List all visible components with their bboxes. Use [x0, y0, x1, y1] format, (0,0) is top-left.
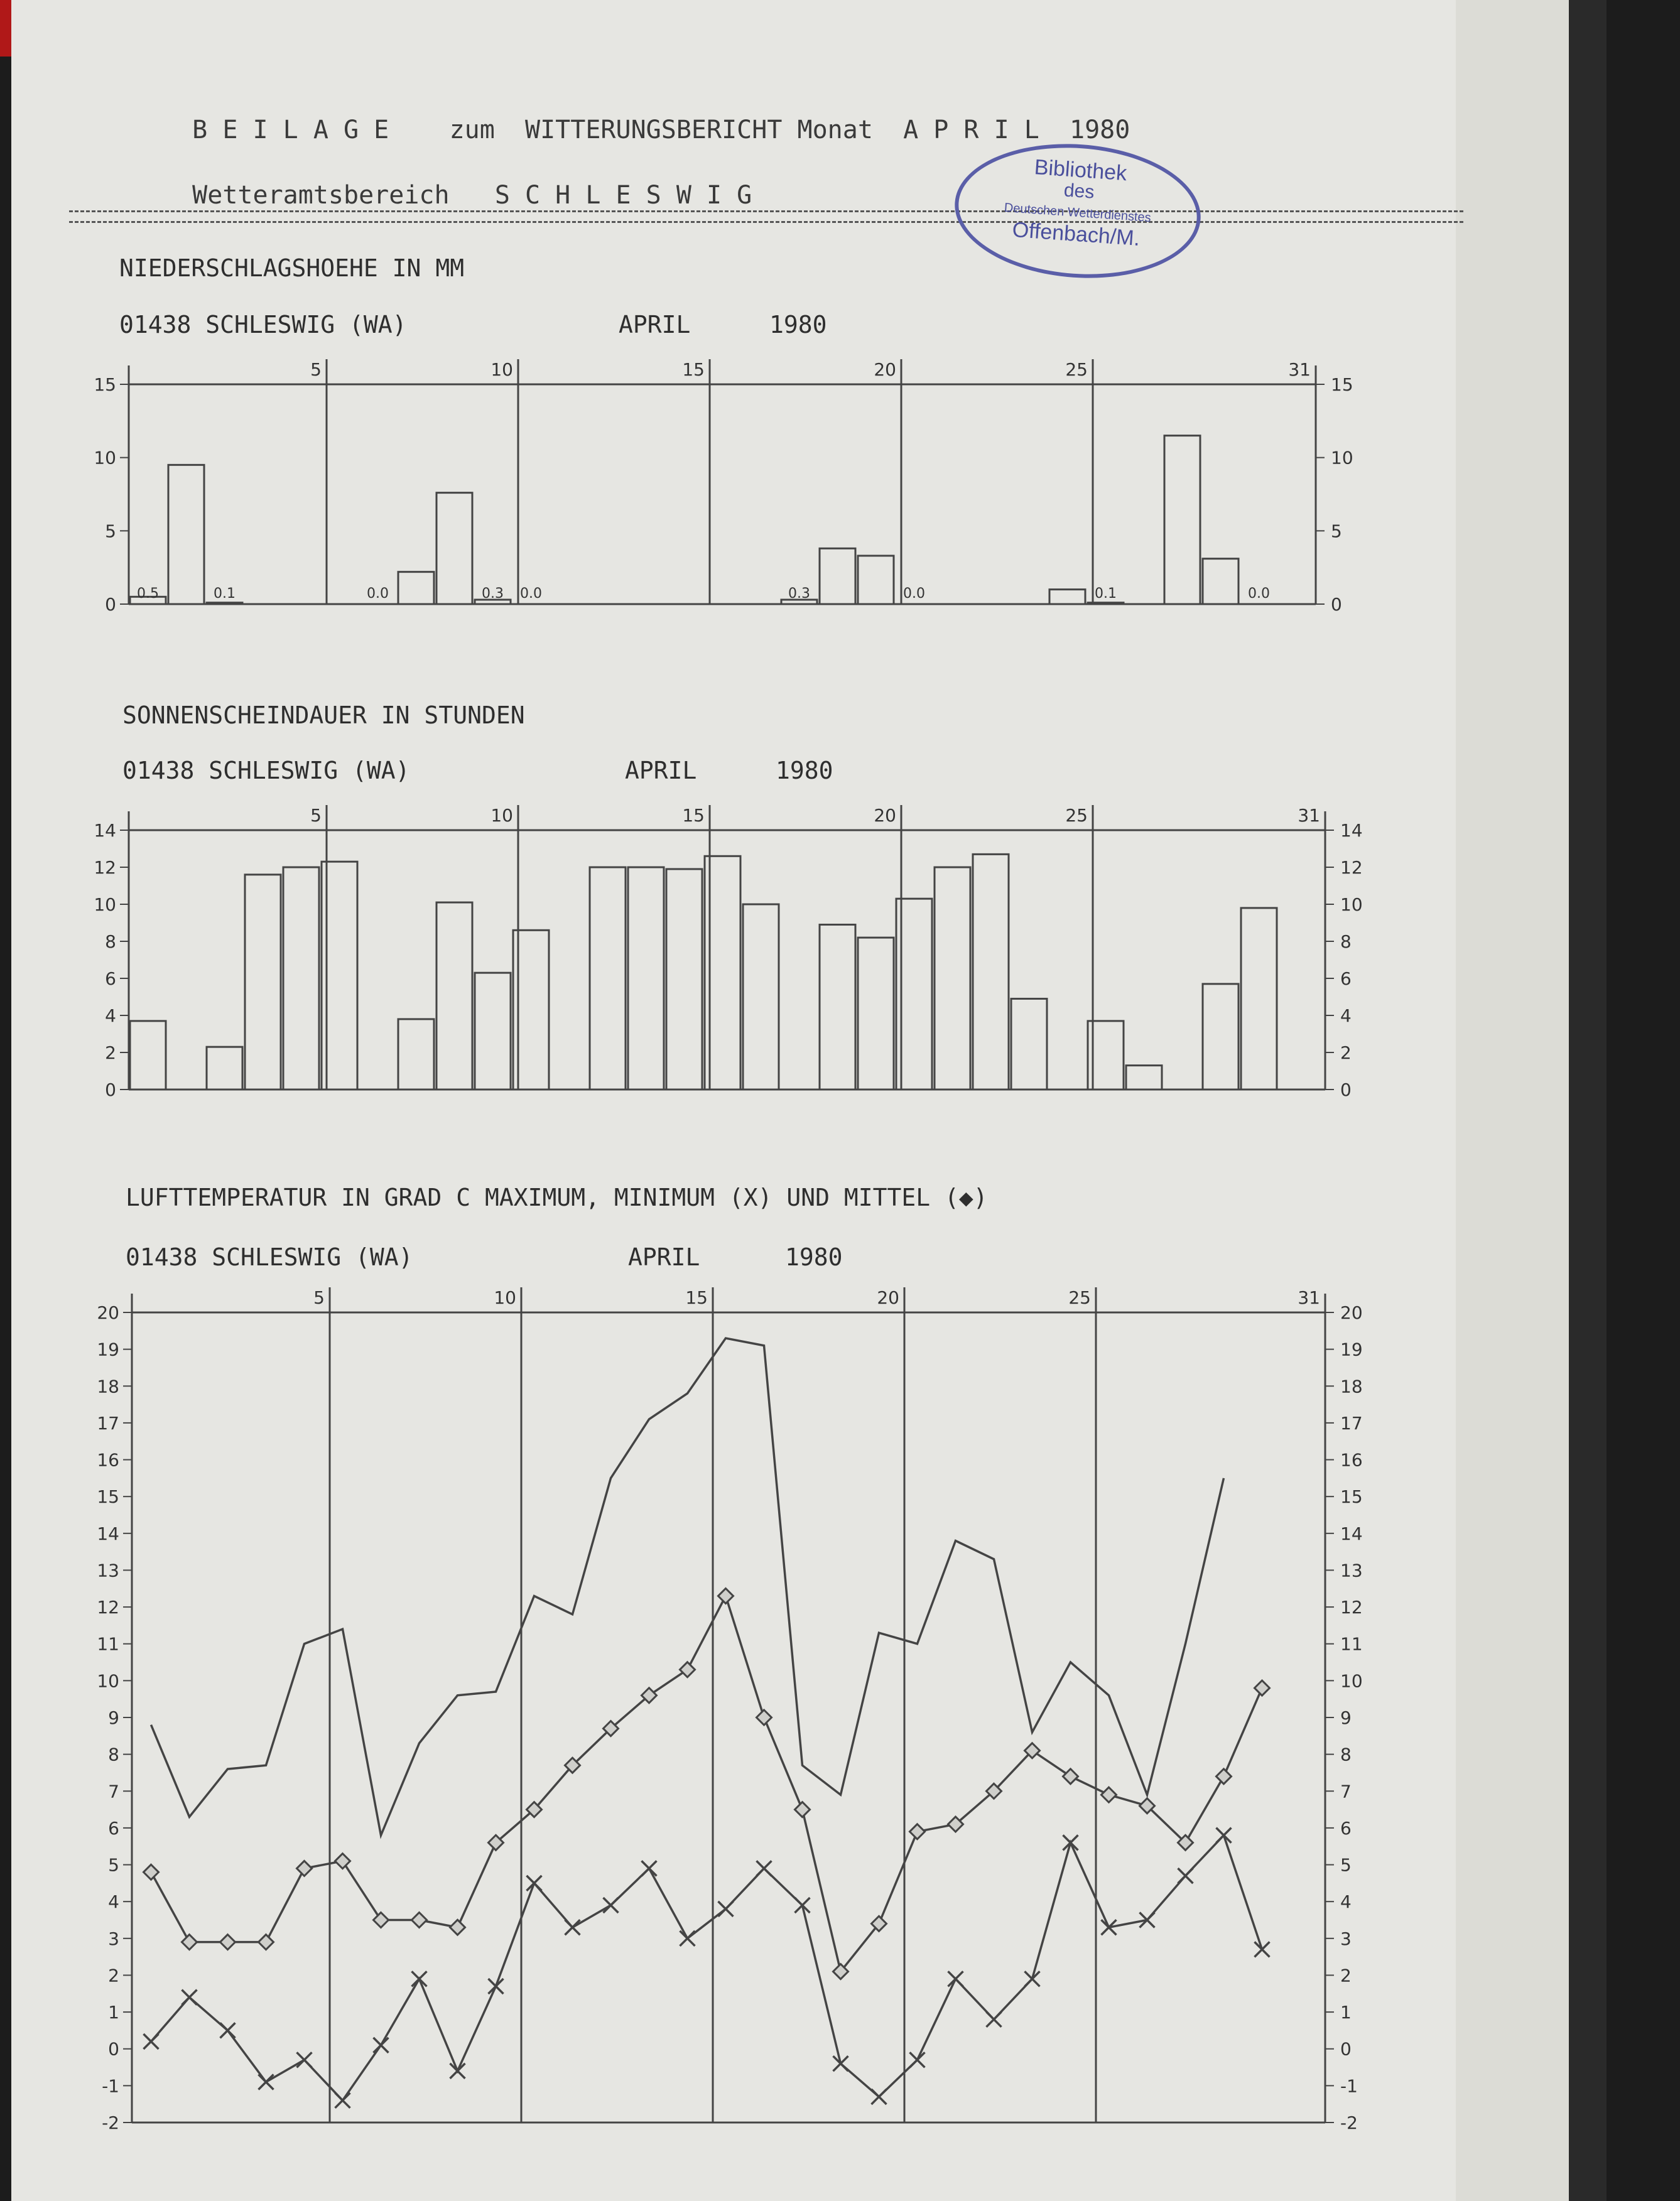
chart-1-bar: [283, 867, 319, 1090]
chart-1-day-tick-label: 15: [682, 805, 705, 826]
chart-1-y-tick-label: 6: [105, 968, 116, 989]
minimum-point-marker: [412, 1971, 427, 1986]
chart-1-y-tick-label: 14: [94, 820, 116, 841]
chart-0-bar: [398, 572, 434, 604]
chart-0-value-label: 0.0: [367, 586, 389, 602]
chart-0-value-label: 0.3: [788, 586, 810, 602]
stamp-line-1: Bibliothek: [1033, 155, 1128, 186]
chart-0-bar: [820, 548, 855, 604]
header-year: 1980: [1070, 116, 1130, 144]
chart-2-y-tick-label: -2: [102, 2112, 119, 2133]
minimum-point-marker: [220, 2023, 236, 2038]
chart-0-value-label: 0.3: [482, 586, 504, 602]
chart-1-bar: [1203, 984, 1238, 1090]
chart-0-bar: [1049, 590, 1085, 604]
mittel-point-marker: [718, 1589, 734, 1604]
chart-0-value-label: 0.1: [214, 586, 236, 602]
chart-0-bar: [858, 556, 894, 604]
chart-1-bar: [207, 1047, 242, 1090]
minimum-point-marker: [374, 2038, 389, 2053]
chart-2-y-tick-label: 9: [1340, 1707, 1352, 1728]
chart-0-y-tick-label: 15: [1331, 374, 1353, 395]
mittel-point-marker: [144, 1864, 159, 1879]
mittel-point-marker: [182, 1935, 197, 1950]
mittel-point-marker: [910, 1824, 925, 1839]
mittel-point-marker: [757, 1710, 772, 1725]
chart-2-y-tick-label: 12: [1340, 1597, 1363, 1618]
chart-0-bar: [1164, 436, 1200, 604]
chart-1-day-tick-label: 5: [310, 805, 322, 826]
chart-1-bar: [1011, 998, 1047, 1090]
chart-2-y-tick-label: 8: [108, 1744, 119, 1765]
minimum-point-marker: [987, 2012, 1002, 2027]
chart-2-y-tick-label: 3: [1340, 1928, 1352, 1949]
minimum-point-marker: [565, 1920, 580, 1935]
mittel-point-marker: [1063, 1769, 1078, 1784]
chart-2-y-tick-label: 5: [1340, 1854, 1352, 1876]
minimum-point-marker: [259, 2075, 274, 2090]
chart-2-y-tick-label: 12: [97, 1597, 119, 1618]
chart-1-bar: [666, 869, 702, 1090]
chart-0-y-tick-label: 10: [94, 447, 116, 468]
chart-2-y-tick-label: 13: [1340, 1560, 1363, 1581]
chart-1-bar: [590, 867, 626, 1090]
chart-1-bar: [245, 875, 281, 1090]
chart-1-bar: [475, 973, 511, 1090]
chart-0-y-tick-label: 10: [1331, 447, 1353, 468]
chart-2-y-tick-label: 13: [97, 1560, 119, 1581]
chart-1-station: 01438 SCHLESWIG (WA): [122, 757, 410, 784]
chart-2-day-tick-label: 25: [1068, 1287, 1091, 1308]
chart-2-y-tick-label: 14: [1340, 1523, 1363, 1544]
minimum-point-marker: [144, 2034, 159, 2049]
chart-1-y-tick-label: 10: [1340, 894, 1363, 915]
chart-0-bar: [436, 493, 472, 604]
chart-2-y-tick-label: 17: [1340, 1412, 1363, 1434]
chart-2-y-tick-label: 15: [1340, 1486, 1363, 1508]
mittel-point-marker: [220, 1935, 236, 1950]
minimum-point-marker: [1025, 1971, 1040, 1986]
chart-1-y-tick-label: 4: [105, 1005, 116, 1026]
minimum-point-marker: [757, 1861, 772, 1876]
chart-0-day-tick-label: 5: [310, 359, 322, 380]
chart-1-day-tick-label: 20: [874, 805, 896, 826]
chart-1-bar: [436, 902, 472, 1090]
minimum-point-marker: [1178, 1868, 1193, 1883]
chart-2-y-tick-label: 18: [97, 1376, 119, 1397]
chart-0-day-tick-label: 15: [682, 359, 705, 380]
chart-2-y-tick-label: 2: [108, 1965, 119, 1986]
chart-0-day-tick-label: 20: [874, 359, 896, 380]
chart-1-bar: [743, 904, 779, 1090]
chart-1-bar: [1241, 908, 1277, 1090]
chart-2-day-tick-label: 10: [494, 1287, 516, 1308]
header-schleswig: S C H L E S W I G: [494, 181, 752, 210]
chart-2-y-tick-label: 1: [108, 2002, 119, 2023]
chart-2-day-tick-label: 20: [877, 1287, 899, 1308]
chart-2-y-tick-label: -2: [1340, 2112, 1358, 2133]
chart-1-bar: [820, 924, 855, 1090]
header-witterungsbericht: WITTERUNGSBERICHT: [525, 116, 783, 144]
mittel-point-marker: [259, 1935, 274, 1950]
minimum-point-marker: [182, 1990, 197, 2005]
chart-0-y-tick-label: 0: [105, 594, 116, 615]
mittel-point-marker: [450, 1920, 465, 1935]
chart-1-day-tick-label: 25: [1065, 805, 1088, 826]
chart-0-bar: [1088, 603, 1124, 604]
minimum-point-marker: [1063, 1835, 1078, 1850]
chart-0-value-label: 0.0: [520, 586, 542, 602]
chart-1-y-tick-label: 0: [105, 1079, 116, 1100]
chart-2-y-tick-label: 4: [108, 1891, 119, 1913]
chart-1-y-tick-label: 8: [105, 931, 116, 952]
chart-0-y-tick-label: 0: [1331, 594, 1342, 615]
chart-1-bar: [130, 1021, 166, 1090]
chart-0-title: NIEDERSCHLAGSHOEHE IN MM: [119, 254, 465, 282]
chart-1-year: 1980: [776, 757, 833, 784]
mittel-point-marker: [374, 1913, 389, 1928]
chart-2-y-tick-label: 17: [97, 1412, 119, 1434]
chart-0-value-label: 0.0: [1248, 586, 1270, 602]
chart-1-y-tick-label: 4: [1340, 1005, 1352, 1026]
chart-2-y-tick-label: 19: [1340, 1339, 1363, 1360]
chart-2-title: LUFTTEMPERATUR IN GRAD C MAXIMUM, MINIMUM (X) UND MITTEL (◆): [126, 1184, 988, 1211]
chart-2-y-tick-label: 20: [1340, 1302, 1363, 1323]
chart-2-y-tick-label: 14: [97, 1523, 119, 1544]
chart-0-bar: [207, 603, 242, 604]
chart-2-y-tick-label: 7: [108, 1781, 119, 1802]
chart-2-y-tick-label: 15: [97, 1486, 119, 1508]
chart-2-y-tick-label: 1: [1340, 2002, 1352, 2023]
mittel-point-marker: [795, 1802, 810, 1817]
chart-0-y-tick-label: 5: [105, 521, 116, 542]
chart-2-y-tick-label: 10: [97, 1670, 119, 1692]
chart-2-y-tick-label: 5: [108, 1854, 119, 1876]
chart-0-day-tick-label: 25: [1065, 359, 1088, 380]
chart-2-year: 1980: [785, 1243, 843, 1271]
mittel-point-marker: [1255, 1680, 1270, 1695]
chart-1-y-tick-label: 12: [94, 857, 116, 878]
minimum-point-marker: [642, 1861, 657, 1876]
chart-2-day-tick-label: 31: [1298, 1287, 1320, 1308]
chart-1-day-tick-label: 31: [1298, 805, 1320, 826]
chart-2-y-tick-label: 6: [108, 1817, 119, 1839]
chart-2-y-tick-label: -1: [1340, 2075, 1358, 2097]
header-monat: Monat: [797, 116, 873, 144]
minimum-point-marker: [450, 2063, 465, 2079]
chart-1-bar: [935, 867, 970, 1090]
stamp-line-2: des: [1063, 180, 1095, 203]
chart-1-y-tick-label: 2: [105, 1042, 116, 1063]
series-line-maximum: [151, 1338, 1224, 1836]
minimum-point-marker: [833, 2056, 848, 2071]
chart-0-y-tick-label: 5: [1331, 521, 1342, 542]
chart-1-bar: [628, 867, 664, 1090]
chart-0-year: 1980: [769, 311, 827, 338]
chart-1-title: SONNENSCHEINDAUER IN STUNDEN: [122, 701, 525, 729]
chart-0-month: APRIL: [619, 311, 691, 338]
chart-2-y-tick-label: 2: [1340, 1965, 1352, 1986]
chart-2-y-tick-label: 10: [1340, 1670, 1363, 1692]
chart-0-station: 01438 SCHLESWIG (WA): [119, 311, 407, 338]
chart-0-value-label: 0.5: [137, 586, 159, 602]
chart-1-day-tick-label: 10: [490, 805, 513, 826]
chart-1-y-tick-label: 0: [1340, 1079, 1352, 1100]
minimum-point-marker: [335, 2093, 350, 2108]
minimum-point-marker: [718, 1901, 734, 1917]
header-wetteramtsbereich: Wetteramtsbereich: [192, 181, 450, 210]
chart-0-y-tick-label: 15: [94, 374, 116, 395]
minimum-point-marker: [795, 1898, 810, 1913]
minimum-point-marker: [604, 1898, 619, 1913]
chart-1-bar: [1126, 1066, 1162, 1090]
minimum-point-marker: [1255, 1942, 1270, 1957]
chart-2-month: APRIL: [628, 1243, 700, 1271]
chart-2-day-tick-label: 15: [685, 1287, 708, 1308]
chart-1-y-tick-label: 10: [94, 894, 116, 915]
chart-2-y-tick-label: 19: [97, 1339, 119, 1360]
minimum-point-marker: [297, 2052, 312, 2067]
header-zum: zum: [449, 116, 495, 144]
chart-2-y-tick-label: 0: [1340, 2038, 1352, 2060]
chart-0-bar: [1203, 559, 1238, 604]
chart-2-y-tick-label: 20: [97, 1302, 119, 1323]
minimum-point-marker: [1217, 1828, 1232, 1843]
chart-2-y-tick-label: 8: [1340, 1744, 1352, 1765]
chart-0-value-label: 0.0: [903, 586, 925, 602]
mittel-point-marker: [297, 1861, 312, 1876]
chart-2-day-tick-label: 5: [313, 1287, 325, 1308]
minimum-point-marker: [680, 1931, 695, 1946]
minimum-point-marker: [489, 1979, 504, 1994]
chart-0-bar: [168, 465, 204, 604]
chart-2-y-tick-label: -1: [102, 2075, 119, 2097]
chart-2-y-tick-label: 4: [1340, 1891, 1352, 1913]
chart-2-y-tick-label: 18: [1340, 1376, 1363, 1397]
stamp-line-4: Offenbach/M.: [1011, 217, 1141, 251]
chart-1-bar: [858, 938, 894, 1090]
chart-0-day-tick-label: 10: [490, 359, 513, 380]
chart-1-y-tick-label: 8: [1340, 931, 1352, 952]
chart-2-station: 01438 SCHLESWIG (WA): [126, 1243, 413, 1271]
chart-2-y-tick-label: 0: [108, 2038, 119, 2060]
chart-2-y-tick-label: 11: [1340, 1633, 1363, 1655]
header-beilage: B E I L A G E: [192, 116, 389, 144]
chart-1-bar: [398, 1019, 434, 1090]
chart-2-y-tick-label: 3: [108, 1928, 119, 1949]
chart-1-y-tick-label: 14: [1340, 820, 1363, 841]
mittel-point-marker: [335, 1854, 350, 1869]
chart-2-y-tick-label: 11: [97, 1633, 119, 1655]
chart-0-value-label: 0.1: [1095, 586, 1117, 602]
minimum-point-marker: [948, 1971, 963, 1986]
mittel-point-marker: [412, 1913, 427, 1928]
chart-0-day-tick-label: 31: [1288, 359, 1311, 380]
chart-1-month: APRIL: [625, 757, 697, 784]
chart-2-y-tick-label: 16: [97, 1449, 119, 1471]
minimum-point-marker: [872, 2089, 887, 2104]
minimum-point-marker: [910, 2052, 925, 2067]
chart-2-y-tick-label: 6: [1340, 1817, 1352, 1839]
chart-1-bar: [973, 854, 1009, 1090]
header-month: A P R I L: [903, 116, 1039, 144]
stamp-line-3: Deutschen Wetterdienstes: [1004, 200, 1152, 225]
chart-2-y-tick-label: 7: [1340, 1781, 1352, 1802]
chart-1-y-tick-label: 12: [1340, 857, 1363, 878]
mittel-point-marker: [1102, 1787, 1117, 1802]
chart-1-y-tick-label: 2: [1340, 1042, 1352, 1063]
chart-2-y-tick-label: 9: [108, 1707, 119, 1728]
mittel-point-marker: [680, 1662, 695, 1677]
chart-1-y-tick-label: 6: [1340, 968, 1352, 989]
mittel-point-marker: [1217, 1769, 1232, 1784]
minimum-point-marker: [527, 1876, 542, 1891]
chart-2-y-tick-label: 16: [1340, 1449, 1363, 1471]
